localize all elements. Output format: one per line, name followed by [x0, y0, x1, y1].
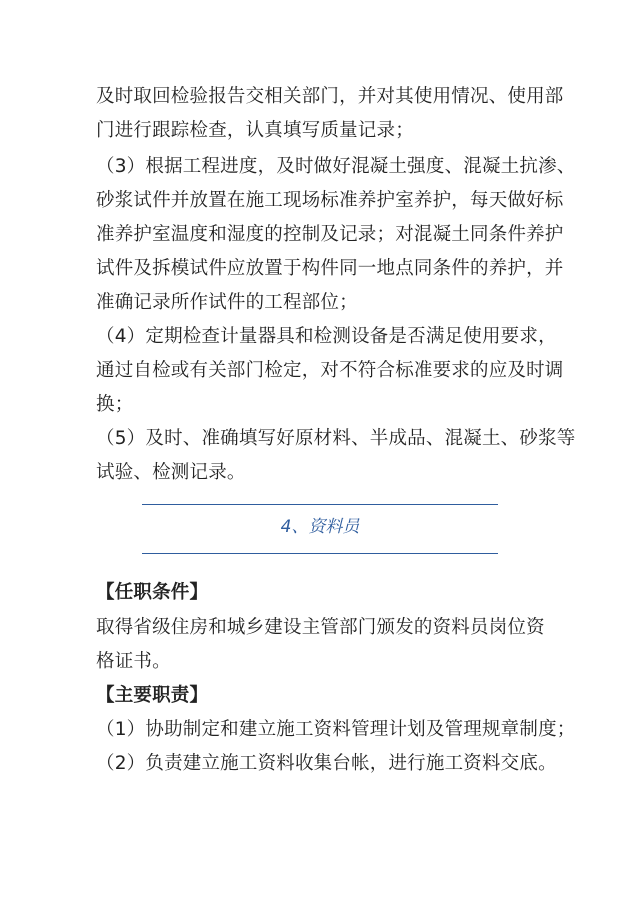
paragraph-line: 砂浆试件并放置在施工现场标准养护室养护，每天做好标: [96, 190, 564, 211]
qualification-line: 取得省级住房和城乡建设主管部门颁发的资料员岗位资: [96, 617, 545, 638]
qualification-heading: 【任职条件】: [96, 582, 209, 603]
paragraph-line: （3）根据工程进度，及时做好混凝土强度、混凝土抗渗、: [96, 156, 576, 177]
paragraph-line: （5）及时、准确填写好原材料、半成品、混凝土、砂浆等: [96, 428, 576, 449]
paragraph-line: 及时取回检验报告交相关部门，并对其使用情况、使用部: [96, 86, 564, 107]
section-bottom-rule: [142, 553, 498, 554]
paragraph-line: 准确记录所作试件的工程部位；: [96, 292, 358, 313]
paragraph-line: 试验、检测记录。: [96, 462, 246, 483]
paragraph-line: （4）定期检查计量器具和检测设备是否满足使用要求，: [96, 326, 557, 347]
duty-line: （2）负责建立施工资料收集台帐，进行施工资料交底。: [96, 753, 557, 774]
duties-heading: 【主要职责】: [96, 685, 209, 706]
paragraph-line: 准养护室温度和湿度的控制及记录；对混凝土同条件养护: [96, 224, 564, 245]
paragraph-line: 换；: [96, 394, 134, 415]
duty-line: （1）协助制定和建立施工资料管理计划及管理规章制度；: [96, 719, 576, 740]
section-title: 4、资料员: [280, 517, 360, 537]
paragraph-line: 门进行跟踪检查，认真填写质量记录；: [96, 120, 414, 141]
paragraph-line: 通过自检或有关部门检定，对不符合标准要求的应及时调: [96, 360, 564, 381]
qualification-line: 格证书。: [96, 651, 171, 672]
paragraph-line: 试件及拆模试件应放置于构件同一地点同条件的养护，并: [96, 258, 564, 279]
section-top-rule: [142, 504, 498, 505]
